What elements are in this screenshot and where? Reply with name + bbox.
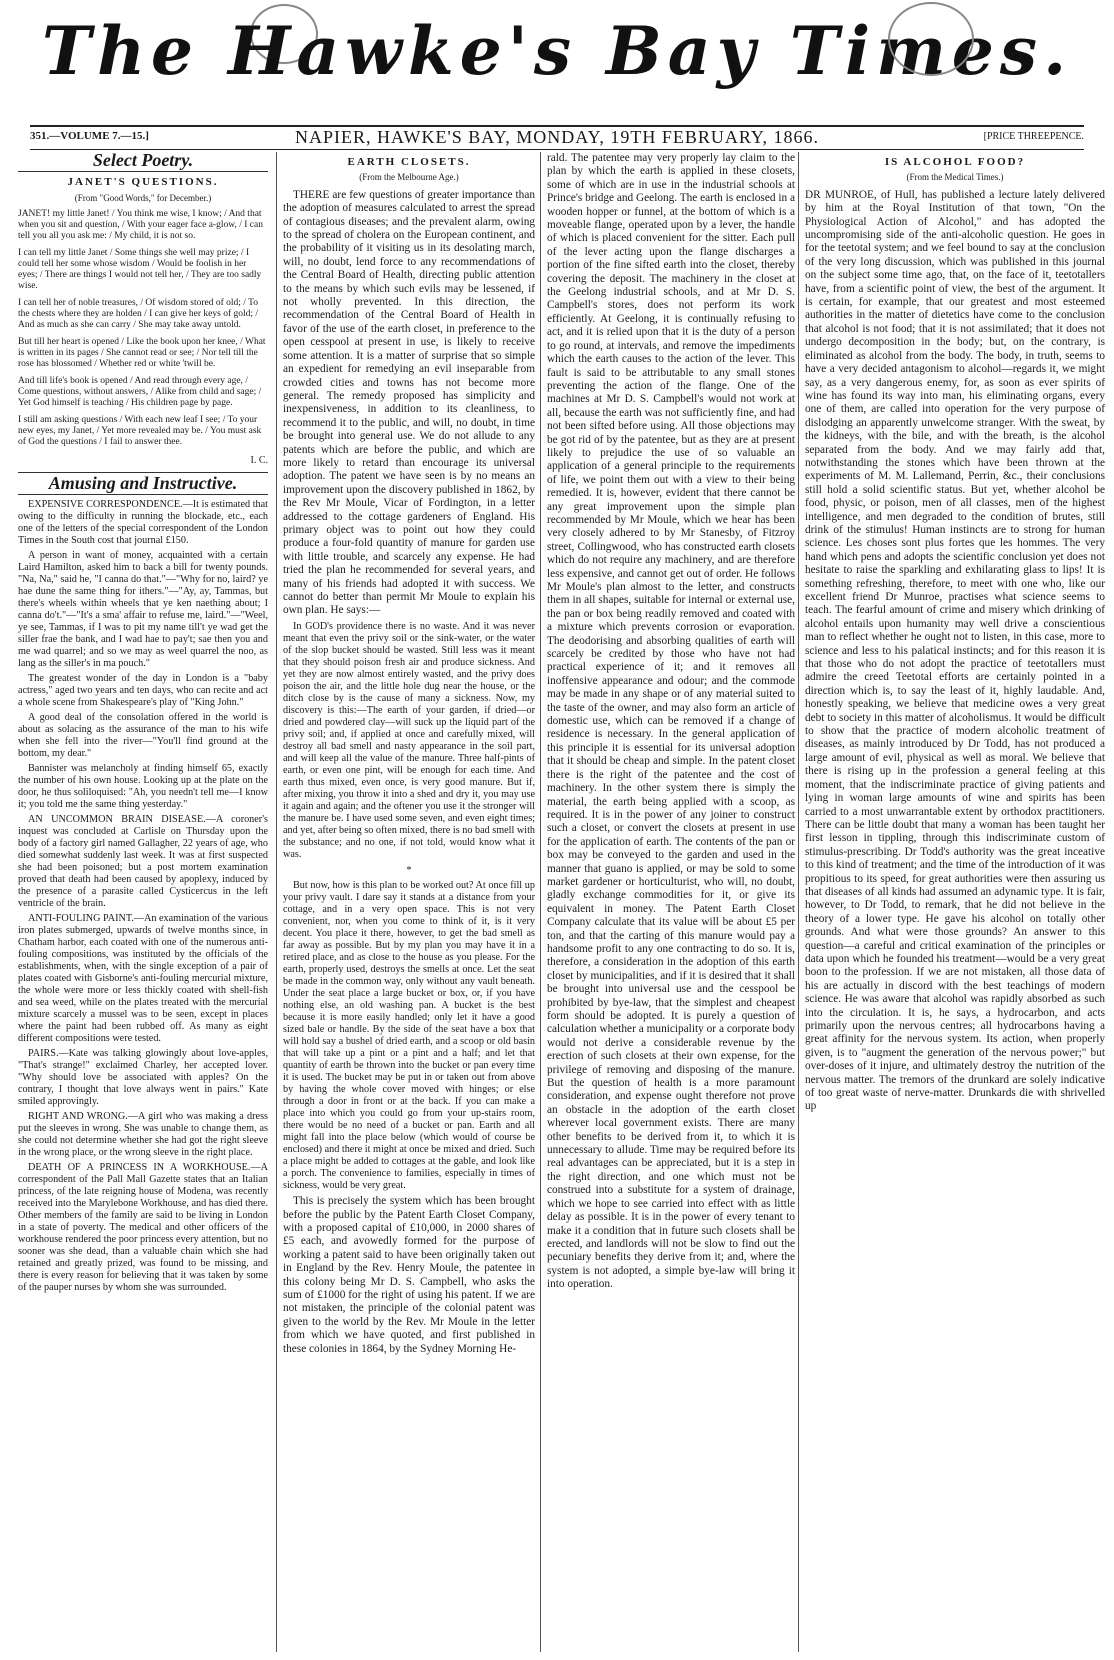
date-place: NAPIER, HAWKE'S BAY, MONDAY, 19TH FEBRUARY, 1866. bbox=[294, 127, 820, 147]
article-paragraph: PAIRS.—Kate was talking glowingly about love-apples, "That's strange!" exclaimed Charley, her accepted lover. "Why should love be associated with apples? On the contrary, I thought that love always went in pairs." Kate smiled approvingly. bbox=[18, 1048, 268, 1108]
article-paragraph: A person in want of money, acquainted with a certain Laird Hamilton, asked him to back a bill for twenty pounds. "Na, Na," said he, "I canna do that."—"Why for no, laird? ye hae dune the same thing for ithers."—"Ay, ay, Tammas, but there's wheels within wheels that ye ken naething about; I canna do't."—"It's a sma' affair to refuse me, laird."—"Weel, ye see, Tammas, if I was to pit my name till't ye wad get the siller frae the bank, and I wad hae to pay't; sae then you and me wad quarrel; and so we may as weel quarrel the noo, as lang as the siller's in ma pouch." bbox=[18, 550, 268, 670]
article-paragraph: DR MUNROE, of Hull, has published a lecture lately delivered by him at the Royal Institution of that town, "On the Physiological Action of Alcohol," and has adopted the uncompromising side of the anti-alcoholic question. He goes in for the teetotal system; and we feel bound to say at the conclusion of the very long discussion, which was published in this journal on the subject some time ago, that, on the face of it, teetotallers have, from a scientific point of view, the best of the argument. It is certain, for example, that our greatest and most esteemed authorities in the matter of dietetics have come to the conclusion that alcohol is not food; that it is not assimilated; that it does not undergo decomposition in the body; but, on the contrary, is eliminated as alcohol from the body. The body, in truth, seems to have a very decided antagonism to alcohol—regards it, we might say, as a very dangerous enemy, for, as soon as ever spirits of wine has found its way into man, his eliminating organs, every one of them, are called into operation for the very purpose of dislodging an apparently unwelcome stranger. With the sweat, by the kidneys, with the bile, and with the breath, is the alcohol separated from the body. And we may fairly add that, notwithstanding the stones which have been thrown at the experiments of M. M. Lallemand, Perrin, &c., their conclusions still hold a solid scientific status. But yet, whether alcohol be food, physic, or poison, men of all classes, men of the highest intelligence, and men degraded to the condition of brutes, still drink of the stimulus! Human instincts are to strong for human science. Les choses sont plus fortes que les hommes. The very hand which pens and adopts the scientific conclusion yet does not hesitate to raise the sparkling and exhilarating glass to lips! It is something refreshing, therefore, to meet with one who, like our excellent friend Dr Munroe, practises what science seems to teach. The fearful amount of crime and misery which drinking of alcohol entails upon humanity may well drive a conscientious man to reflect whether he ought not to listen, in this case, more to science and less to his palatical instincts; and for this reason it is that those who do not adopt the practice of teetotallers must admire the creed Teetotal efforts are certainly pointed in a direction which is, to say the least of it, highly laudable. And, honestly speaking, we believe that medicine owes a very great debt to society in this matter of alcoholismus. It would be difficult to show that the practice of modern alcoholic treatment of diseases, as mainly introduced by Dr Todd, has not produced a large amount of evil, physical as well as moral. We believe that there is rising up in the profession a general feeling at this moment, that the indiscriminate practice of giving patients and lying in woman large amounts of wine and spirits has been carried to a most unwarrantable extent by orthodox practitioners. There can be little doubt that many a woman has been taught her first lesson in tippling, through this indiscriminate custom of stimulus-prescribing. Dr Todd's authority was the great inceative to this kind of treatment; and the time of the introduction of it was propitious to its speed, for great authorities were then assuring us that diseases of all kinds had assumed an adynamic type. It is fair, however, to Dr Todd, to remark, that he did not believe in the theory of a lower type. He gave his alcohol on totally other grounds. And what were those grounds? An answer to this question—a careful and critical examination of the principles or data upon which he founded his treatment—would be a very great boon to the profession. If we are not mistaken, all those data of his are actually in discord with the best teachings of modern science. He was aware that alcohol was rapidly absorbed as such into the circulation. It is, he says, a hydrocarbon, and acts primarily upon the nervous centres; all hydrocarbons having a great affinity for the nervous system. Its action, when properly given, is to "augment the generation of the nervous power;" but over-doses of it injure, and ultimately destroy the nutrition of the nervous matter. The tremors of the drunkard are solely indicative of too great waste of nerve-matter. Drunkards die with shrivelled up bbox=[805, 188, 1105, 1113]
article-paragraph: EXPENSIVE CORRESPONDENCE.—It is estimated that owing to the difficulty in running the blockade, etc., each one of the letters of the special correspondent of the London Times in the South cost that journal £150. bbox=[18, 499, 268, 547]
stanza: But till her heart is opened / Like the book upon her knee, / What is written in its pages / She cannot read or see; / Nor tell till the rose has blossomed / Whether red or white 'twill be. bbox=[18, 337, 266, 370]
article-headline-alcohol: IS ALCOHOL FOOD? bbox=[884, 156, 1026, 168]
stanza: I can tell my little Janet / Some things she well may prize; / I could tell her some whose wisdom / Would be foolish in her eyes; / There are things I would not tell her, / They are too sadly wise. bbox=[18, 248, 262, 292]
article-paragraph: THERE are few questions of greater importance than the adoption of measures calculated to arrest the spread of contagious diseases; and the prevalent alarm, owing to the spread of cholera on the European continent, and the probability of it visiting us in its desolating march, will, no doubt, lend force to any recommendations of the Central Board of Health, directing public attention to the means by which such evils may be lessened, if not wholly prevented. In this direction, the recommendation of the Central Board of Health in favor of the use of the earth closet, in preference to the open cesspool at present in use, is likely to receive some attention. It is a matter of surprise that so simple an expedient for remedying an evil inseparable from crowded cities and towns has not become more general. The remedy proposed has simplicity and inexpensiveness, in addition to its cleanliness, to recommend it to the public, and will, no doubt, in time be brought into general use. We do not allude to any patents which are before the public, and which are more likely to retard than encourage its universal adoption. The patent we have seen is by no means an improvement upon the discovery published in 1862, by the Rev Mr Moule, Vicar of Fordington, in a letter addressed to the cottage gardeners of England. His primary object was to point out how they could produce a four-fold quantity of manure for garden use with little trouble, and scarcely any expense. He had tried the plan he recommended for several years, and many of his friends had adopted it with success. We cannot do better than permit Mr Moule to explain his own plan. He says:— bbox=[283, 188, 535, 617]
column-2 bbox=[276, 152, 535, 1652]
column-3 bbox=[540, 152, 795, 1652]
stanza: I still am asking questions / With each new leaf I see; / To your new eyes, my Janet, / Yet more revealed may be. / You must ask of God the questions / I fail to answer thee. bbox=[18, 415, 262, 448]
column-1 bbox=[18, 152, 268, 1652]
section-amusing-instructive: Amusing and Instructive. bbox=[48, 472, 238, 493]
dateline bbox=[30, 125, 1084, 150]
poem-title: JANET'S QUESTIONS. bbox=[67, 176, 219, 189]
price: [PRICE THREEPENCE. bbox=[983, 131, 1084, 142]
column-4 bbox=[798, 152, 1105, 1652]
article-paragraph: DEATH OF A PRINCESS IN A WORKHOUSE.—A correspondent of the Pall Mall Gazette states that an Italian princess, of the late reigning house of Modena, was recently received into the Marylebone Workhouse, and has died there. Other members of the family are said to be living in London in a state of poverty. The medical and other officers of the workhouse rendered the poor princess every attention, but no sooner was she dead, than a valuable chain which she had retained and greatly prized, was found to be missing, and there is every reason for believing that it was taken by some of the pauper nurses by whom she was surrounded. bbox=[18, 1162, 268, 1294]
article-paragraph: AN UNCOMMON BRAIN DISEASE.—A coroner's inquest was concluded at Carlisle on Thursday upon the body of a factory girl named Gallagher, 22 years of age, who died somewhat suddenly last week. It was at first suspected she had been poisoned; but a post mortem examination proved that death had been caused by apoplexy, induced by the presence of a parasite called Cysticercus in the left ventricle of the brain. bbox=[18, 814, 268, 910]
poem-body bbox=[18, 209, 268, 448]
masthead bbox=[0, 0, 1114, 118]
separator-star: * bbox=[406, 864, 412, 876]
volume-number: 351.—VOLUME 7.—15.] bbox=[30, 130, 149, 142]
stanza: And till life's book is opened / And read through every age, / Come questions, without answers, / Alike from child and sage; / Yet God himself is teaching / His children page by page. bbox=[18, 376, 262, 409]
article-paragraph: Bannister was melancholy at finding himself 65, exactly the number of his own house. Looking up at the plate on the door, he thus soliloquised: "Ah, you needn't tell me—I know it; you told me the same thing yesterday." bbox=[18, 763, 268, 811]
section-select-poetry: Select Poetry. bbox=[92, 152, 194, 170]
article-source: (From the Medical Times.) bbox=[906, 172, 1004, 183]
article-paragraph: This is precisely the system which has been brought before the public by the Patent Earth Closet Company, with a proposed capital of £10,000, in 2000 shares of £5 each, and avowedly formed for the purpose of working a patent said to have been originally taken out in England by the Rev. Henry Moule, the patentee in this colony being Mr D. S. Campbell, who asks the sum of £1000 for the right of using his patent. If we are not mistaken, the principle of the colonial patent was given to the world by the Rev. Mr Moule in the letter from which we have quoted, and first published in these colonies in 1864, by the Sydney Morning He- bbox=[283, 1195, 535, 1355]
poem-signature: I. C. bbox=[250, 455, 268, 467]
stanza: I can tell her of noble treasures, / Of wisdom stored of old; / To the chests where they are holden / I can give her keys of gold; / And as much as she can carry / She may take away untold. bbox=[18, 298, 259, 331]
poem-source: (From "Good Words," for December.) bbox=[74, 192, 212, 203]
article-paragraph: The greatest wonder of the day in London is a "baby actress," aged two years and ten days, who can recite and act a whole scene from Shakespeare's play of "King John." bbox=[18, 673, 268, 709]
article-paragraph: ANTI-FOULING PAINT.—An examination of the various iron plates submerged, upwards of twelve months since, in Chatham harbor, each coated with one of the numerous anti-fouling compositions, was instituted by the officials of the establishments, when, with the single exception of a pair of plates coated with Gisborne's anti-fouling mercurial mixture, the whole were more or less thickly coated with shell-fish and sea weed, while on the plates treated with the mercurial mixture scarcely a mussel was to be seen, except in places where the paint had been rubbed off. As many as eight different compositions were tested. bbox=[18, 913, 268, 1045]
stamp-seal-right bbox=[888, 2, 974, 76]
newspaper-title: The Hawke's Bay Times. bbox=[41, 12, 1073, 90]
article-paragraph: rald. The patentee may very properly lay claim to the plan by which the earth is applied in these closets, some of which are in use in the industrial schools at Prince's bridge and Geelong. The earth is enclosed in a wooden hopper or funnel, at the bottom of which is a moveable flange, operated upon by a lever, the handle of which is placed convenient for the sitter. Each pull of the lever acting upon the flange discharges a portion of the fine sifted earth into the closet, thereby covering the deposit. The machinery in the closet at the Geelong industrial schools, and at Mr D. S. Campbell's stores, does not perform its work efficiently. At Geelong, it is continually refusing to act, and it is relied upon that it is the duty of a person to go round, at intervals, and remove the impediments which the earth causes to the action of the lever. This fault is said to be attributable to any small stones preventing the action of the flange. One of the machines at Mr D. S. Campbell's would not work at all, because the earth was not sufficiently fine, and had not been sifted before using. All those objections may be got rid of by the patentee, but as they are at present likely to prejudice the use of so valuable an application of a general principle to the requirements of life, we point them out with a view to their being remedied. It is, however, evident that there cannot be any great improvement upon the simple plan recommended by Mr Moule, which we hear has been very closely adhered to by Mr Stanesby, of Fitzroy street, Collingwood, who has constructed earth closets which do not require any machinery, and are therefore less expensive, and cannot get out of order. He follows Mr Moule's plan almost to the letter, and constructs them in all shapes, suitable for internal or external use, the pan or box being readily removed and coated with a mixture which prevents corrosion or evaporation. The deodorising and absorbing qualities of earth will scarcely be credited by those who have not had practical experience of it; and it removes all inoffensive appearance and odour; and the commode may be made in any shape or of any material suited to the taste of the owner, and may also form an article of domestic use, which can be removed if a change of residence is necessary. In the general application of this principle it is essential for its universal adoption that it should be cheap and simple. In the patent closet there is the right of the patentee and the cost of machinery. In the other system there is simply the material, the earth being applied with a scoop, as required. It is in the power of any joiner to construct such a closet, or convert the closets at present in use for the application of earth. The contents of the pan or box may be conveyed to the garden and used in the manner that guano is applied, or may be sold to some market gardener or horticulturist, who will, no doubt, gladly exchange commodities for it, or give its equivalent in money. The Patent Earth Closet Company calculate that its value will be about £5 per ton, and that the carting of this manure would pay a handsome profit to any one contracting to do so. It is, therefore, a consideration in the adoption of this earth closet by municipalities, and if it is desired that it shall be brought into universal use and the cesspool be prohibited by bye-law, that the simplest and cheapest form should be adopted. It is purely a question of calculation whether a municipality or a corporate body would not derive a considerable revenue by the erection of such closets at their own expense, for the privilege of removing and disposing of the manure. But the question of health is a more paramount consideration, and expense ought therefore not prove an obstacle in the adoption of the earth closet wherever local government exists. There are many other benefits to be derived from it, to which it is unnecessary to allude. Time may be required before its real advantages can be appreciated, but it is a step in the right direction, and one which must not be construed into a substitute for a system of drainage, which we hope to see carried into effect with as little delay as possible. It is in the power of every tenant to make it a condition that in future such closets shall be erected, and landlords will not be slow to find out the pecuniary benefits they derive from it; and, where the system is not adopted, a simple bye-law will bring it into operation. bbox=[547, 152, 795, 1291]
article-headline-earth-closets: EARTH CLOSETS. bbox=[347, 156, 471, 168]
stanza: JANET! my little Janet! / You think me wise, I know; / And that when you sit and question, / With your eager face a-glow, / I can tell you all you ask me: / My child, it is not so. bbox=[18, 209, 263, 242]
article-paragraph: RIGHT AND WRONG.—A girl who was making a dress put the sleeves in wrong. She was unable to change them, as she could not determine whether she had got the right sleeve in the wrong place, or the wrong sleeve in the right place. bbox=[18, 1111, 268, 1159]
article-quote: In GOD's providence there is no waste. And it was never meant that even the privy soil or the sink-water, or the water of the slop bucket should be wasted. Still less was it meant that they should poison fresh air and produce sickness. And yet they are now almost entirely wasted, and the privy does poison the air, and the little hole dug near the house, or the ditch close by is the cause of many a sickness. Now, my discovery is this:—The earth of your garden, if dried—or dried and powdered clay—will suck up the liquid part of the privy soil; and, if applied at once and carefully mixed, will destroy all bad smell and nasty appearance in the soil part, and will keep all the value of the manure. Three half-pints of earth, or even one pint, will be enough for each time. And earth thus mixed, even once, is very good manure. But if, after mixing, you throw it into a shed and dry it, you may use it again and again; and the oftener you use it the stronger will the manure be. I have used some seven, and even eight times; and yet, after being so often mixed, there is no bad smell with the substance; and no one, if not told, would know what it was. bbox=[283, 620, 535, 860]
article-paragraph: A good deal of the consolation offered in the world is about as solacing as the assurance of the man to his wife when she fell into the river—"You'll find ground at the bottom, my dear." bbox=[18, 712, 268, 760]
article-quote: But now, how is this plan to be worked out? At once fill up your privy vault. I dare say it stands at a distance from your cottage, and in a very open space. This is not very convenient, nor, when you come to think of it, is it very decent. You place it there, however, to get the bad smell as far away as possible. But by my plan you may have it in a retired place, and as close to the house as you please. For the earth, properly used, destroys the smells at once. Let the seat be made in the common way, only without any vault beneath. Under the seat place a large bucket or box, or, if you have nothing else, an old washing pan. A bucket is the best because it is more easily handled; only let it have a good sized bale or handle. By the side of the seat have a box that will hold say a bushel of dried earth, and a scoop or old basin that will take up a pint or a pint and a half; and let that quantity of earth be thrown into the bucket or pan every time it is used. The bucket may be put in or taken out from above by having the whole cover moved with hinges; or else through a door in front or at the back. If you can make a place into which you could go from your up-stairs room, there would be no need of a bucket or pan. Earth and all might fall into the place below (which would of course be enclosed) and there it might at once be mixed and dried. Such a place might be added to cottages at the gable, and look like a porch. The convenience to families, especially in times of sickness, would be very great. bbox=[283, 880, 535, 1192]
article-source: (From the Melbourne Age.) bbox=[359, 172, 459, 183]
